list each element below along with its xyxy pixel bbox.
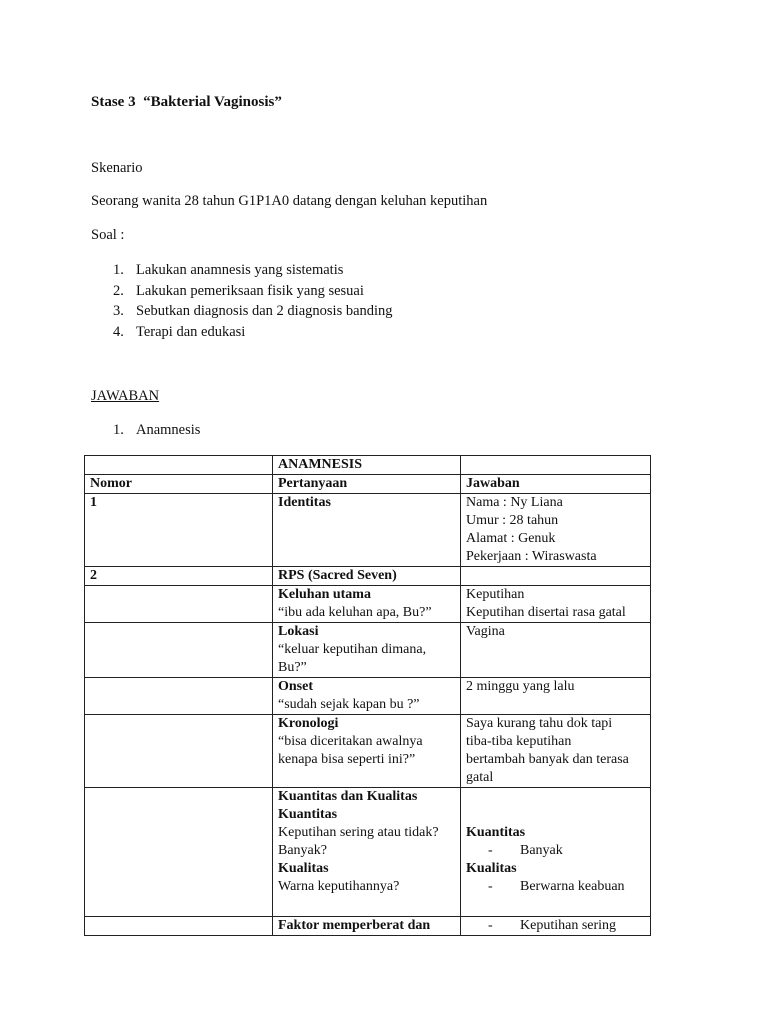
question-text: “ibu ada keluhan apa, Bu?” xyxy=(278,605,432,620)
list-item xyxy=(91,301,393,322)
answer-line: Pekerjaan : Wiraswasta xyxy=(466,549,597,564)
answer-line: Keputihan disertai rasa gatal xyxy=(466,605,626,620)
question-text: Bu?” xyxy=(278,660,307,675)
table-row xyxy=(85,678,651,715)
table-header-row xyxy=(85,475,651,494)
answer-line: Umur : 28 tahun xyxy=(466,513,559,528)
soal-label: Soal : xyxy=(91,227,125,243)
skenario-text: Seorang wanita 28 tahun G1P1A0 datang dengan keluhan keputihan xyxy=(91,193,488,209)
cell-pertanyaan: Faktor memperberat dan xyxy=(273,917,461,936)
table-row xyxy=(85,567,651,586)
table-row xyxy=(85,494,651,567)
document-title: Stase 3 “Bakterial Vaginosis” xyxy=(91,94,282,110)
spacer xyxy=(466,788,645,824)
list-text: Lakukan anamnesis yang sistematis xyxy=(136,262,344,278)
list-text: Terapi dan edukasi xyxy=(136,323,246,340)
answer-line: tiba-tiba keputihan xyxy=(466,734,572,749)
answer-line: Nama : Ny Liana xyxy=(466,495,563,510)
answer-line: gatal xyxy=(466,770,494,785)
cell-pertanyaan xyxy=(273,586,461,623)
answer-line: Vagina xyxy=(466,624,505,639)
list-number: 3. xyxy=(113,303,124,319)
answer-line: 2 minggu yang lalu xyxy=(466,679,575,694)
cell-pertanyaan: RPS (Sacred Seven) xyxy=(273,567,461,586)
dash-bullet: - xyxy=(488,879,493,894)
cell-jawaban xyxy=(461,788,651,917)
cell-jawaban xyxy=(461,917,651,936)
list-item xyxy=(91,260,393,281)
cell-jawaban xyxy=(461,623,651,678)
cell-jawaban xyxy=(461,715,651,788)
table-row xyxy=(85,715,651,788)
table-cell xyxy=(461,456,651,475)
answer-bullet xyxy=(466,842,645,860)
list-text: Sebutkan diagnosis dan 2 diagnosis banding xyxy=(136,303,393,319)
answer-line: Berwarna keabuan xyxy=(520,879,625,894)
list-number: 4. xyxy=(113,323,124,340)
question-text: kenapa bisa seperti ini?” xyxy=(278,752,416,767)
question-text: Banyak? xyxy=(278,843,327,858)
cell-nomor xyxy=(85,788,273,917)
answer-line: Alamat : Genuk xyxy=(466,531,556,546)
cell-pertanyaan xyxy=(273,678,461,715)
cell-nomor: 2 xyxy=(85,567,273,586)
question-text: “keluar keputihan dimana, xyxy=(278,642,427,657)
dash-bullet: - xyxy=(488,918,493,933)
cell-jawaban xyxy=(461,586,651,623)
list-item xyxy=(91,322,393,343)
answer-list-item xyxy=(113,422,200,439)
list-number: 1. xyxy=(113,422,124,438)
cell-nomor xyxy=(85,715,273,788)
list-number: 1. xyxy=(113,262,124,278)
list-text: Anamnesis xyxy=(136,422,201,438)
column-header-pertanyaan: Pertanyaan xyxy=(273,475,461,494)
answer-subtitle: Kualitas xyxy=(466,861,517,876)
answer-line: Banyak xyxy=(520,843,563,858)
question-subtitle: Kualitas xyxy=(278,861,329,876)
list-text: Lakukan pemeriksaan fisik yang sesuai xyxy=(136,282,364,299)
answer-subtitle: Kuantitas xyxy=(466,825,526,840)
question-text: Warna keputihannya? xyxy=(278,879,400,894)
column-header-jawaban: Jawaban xyxy=(461,475,651,494)
answer-line: Saya kurang tahu dok tapi xyxy=(466,716,613,731)
jawaban-heading: JAWABAN xyxy=(91,388,160,404)
cell-pertanyaan: Identitas xyxy=(273,494,461,567)
list-number: 2. xyxy=(113,282,124,299)
answer-bullet xyxy=(466,878,645,896)
answer-line: Keputihan xyxy=(466,587,525,602)
question-title: Kronologi xyxy=(278,716,339,731)
cell-pertanyaan xyxy=(273,623,461,678)
table-row xyxy=(85,788,651,917)
anamnesis-table xyxy=(84,455,651,936)
dash-bullet: - xyxy=(488,843,493,858)
cell-pertanyaan xyxy=(273,715,461,788)
cell-nomor xyxy=(85,623,273,678)
skenario-label: Skenario xyxy=(91,160,143,176)
cell-nomor xyxy=(85,586,273,623)
answer-line: bertambah banyak dan terasa xyxy=(466,752,629,767)
list-item xyxy=(91,281,393,302)
table-cell xyxy=(85,456,273,475)
cell-jawaban xyxy=(461,678,651,715)
table-row xyxy=(85,586,651,623)
question-title: Kuantitas dan Kualitas xyxy=(278,789,418,804)
cell-pertanyaan xyxy=(273,788,461,917)
question-title: Lokasi xyxy=(278,624,319,639)
cell-jawaban xyxy=(461,567,651,586)
column-header-nomor: Nomor xyxy=(85,475,273,494)
question-text: Keputihan sering atau tidak? xyxy=(278,825,439,840)
table-row xyxy=(85,623,651,678)
question-text: “bisa diceritakan awalnya xyxy=(278,734,423,749)
cell-nomor: 1 xyxy=(85,494,273,567)
cell-jawaban xyxy=(461,494,651,567)
question-subtitle: Kuantitas xyxy=(278,807,338,822)
question-title: Keluhan utama xyxy=(278,587,371,602)
table-title-row xyxy=(85,456,651,475)
cell-nomor xyxy=(85,917,273,936)
cell-nomor xyxy=(85,678,273,715)
table-title: ANAMNESIS xyxy=(273,456,461,475)
answer-line: Keputihan sering xyxy=(520,918,617,933)
question-text: “sudah sejak kapan bu ?” xyxy=(278,697,420,712)
table-row xyxy=(85,917,651,936)
question-list xyxy=(91,260,393,342)
question-title: Onset xyxy=(278,679,313,694)
